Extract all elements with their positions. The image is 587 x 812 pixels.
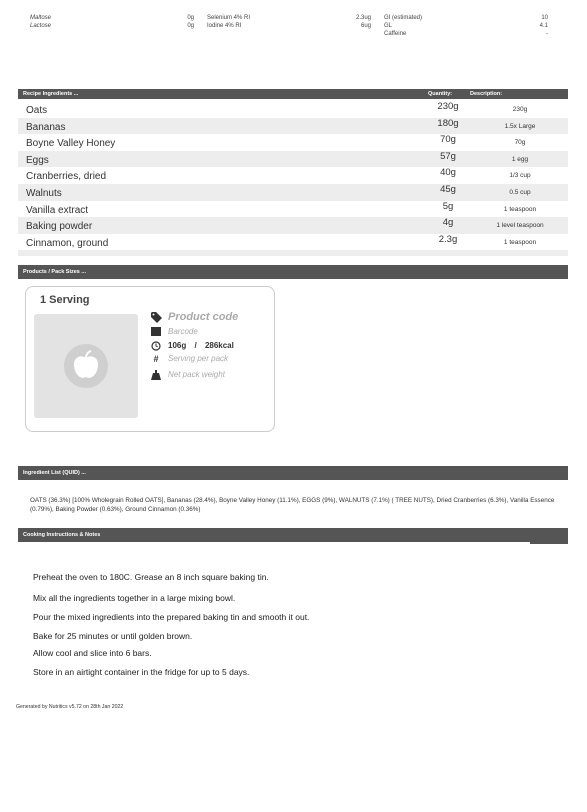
cooking-step: Bake for 25 minutes or until golden brown. <box>33 631 193 641</box>
table-row <box>18 167 568 184</box>
ingredient-name: Baking powder <box>26 221 93 233</box>
apple-icon <box>64 344 108 388</box>
ingredient-quantity: 230g <box>437 101 459 112</box>
ingredient-quantity: 2.3g <box>438 233 458 245</box>
tag-icon <box>150 312 162 322</box>
ingredient-name: Vanilla extract <box>26 204 89 216</box>
weight-kcal-row <box>168 341 234 350</box>
ingredient-name: Walnuts <box>26 188 62 199</box>
ingredient-description: 1 teaspoon <box>503 205 537 213</box>
serving-per-pack-label: Serving per pack <box>168 354 229 363</box>
ingredient-quantity: 40g <box>440 167 456 179</box>
barcode-label: Barcode <box>168 327 198 336</box>
hash-icon: # <box>153 354 159 364</box>
ingredient-description: 1 egg <box>511 155 529 163</box>
recipe-ingredients-header <box>18 89 568 99</box>
cooking-step: Allow cool and slice into 6 bars. <box>33 648 152 658</box>
section-title: Products / Pack Sizes ... <box>23 269 86 275</box>
net-pack-weight-row <box>168 370 225 379</box>
nutrient-value: 0g <box>187 23 194 29</box>
nutrient-label: GL <box>384 23 393 29</box>
card-title: 1 Serving <box>40 294 90 306</box>
ingredient-description: 1/3 cup <box>509 172 531 180</box>
serving-weight: 106g <box>168 341 187 350</box>
nutrient-value: - <box>546 31 548 37</box>
ingredient-quantity: 70g <box>440 134 456 146</box>
nutrient-label: Lactose <box>30 23 52 29</box>
barcode-icon <box>150 327 162 337</box>
nutrient-value: 10 <box>541 15 548 21</box>
generated-footer: Generated by Nutritics v5.72 on 28th Jan 2022 <box>16 704 124 710</box>
nutrient-label: Iodine 4% RI <box>207 23 242 29</box>
section-title: Cooking Instructions & Notes <box>23 532 101 538</box>
table-row <box>18 184 568 201</box>
ingredient-description: 1.5x Large <box>504 122 536 130</box>
barcode-row <box>168 327 198 336</box>
ingredient-name: Bananas <box>26 121 66 133</box>
serving-card <box>25 286 275 432</box>
scale-icon <box>150 370 162 380</box>
table-row <box>18 234 568 251</box>
nutrient-value: 6ug <box>360 23 371 29</box>
ingredient-description: 1 teaspoon <box>503 238 537 246</box>
cooking-step: Pour the mixed ingredients into the prepared baking tin and smooth it out. <box>33 612 310 622</box>
clock-icon <box>150 341 162 351</box>
ingredient-quantity: 57g <box>440 150 456 162</box>
table-row <box>18 217 568 234</box>
table-row <box>18 201 568 218</box>
table-row <box>18 118 568 135</box>
table-row <box>18 101 568 118</box>
ingredient-description: 1 level teaspoon <box>496 222 544 230</box>
quantity-column-header: Quantity: <box>428 91 453 97</box>
product-image-placeholder <box>34 314 138 418</box>
weight-separator: / <box>194 341 197 350</box>
nutrient-label: Caffeine <box>384 31 407 37</box>
nutrient-label: GI (estimated) <box>384 15 423 21</box>
ingredient-quantity: 5g <box>442 200 454 212</box>
product-code-label: Product code <box>168 311 239 323</box>
cooking-step: Preheat the oven to 180C. Grease an 8 inch square baking tin. <box>33 572 269 582</box>
ingredient-name: Eggs <box>26 154 49 166</box>
section-title: Recipe Ingredients ... <box>23 91 79 97</box>
ingredient-list-header <box>18 466 568 480</box>
ingredient-description: 0.5 cup <box>509 189 531 196</box>
serving-per-pack-row <box>153 354 229 364</box>
ingredient-list-line: (0.79%), Baking Powder (0.63%), Ground Cinnamon (0.36%) <box>30 506 201 513</box>
table-row <box>18 134 568 151</box>
ingredient-list-line: OATS (36.3%) [100% Wholegrain Rolled OATS], Bananas (28.4%), Boyne Valley Honey (11.1%), EGGS (9%), WALNUTS (7.1%) ( TREE NUTS), Dried Cranberries (6.3%), Vanilla Essence <box>30 497 555 504</box>
net-pack-weight-label: Net pack weight <box>168 370 225 379</box>
ingredient-name: Cinnamon, ground <box>26 237 109 249</box>
ingredient-name: Oats <box>26 105 48 116</box>
cooking-step: Mix all the ingredients together in a large mixing bowl. <box>33 593 236 603</box>
serving-kcal: 286kcal <box>204 341 234 350</box>
section-title: Ingredient List (QUID) ... <box>23 470 86 476</box>
nutrient-value: 4.1 <box>539 23 548 29</box>
products-header <box>18 265 568 279</box>
ingredient-name: Cranberries, dried <box>26 171 107 183</box>
ingredient-quantity: 4g <box>442 217 454 229</box>
table-row <box>18 151 568 168</box>
nutrient-label: Maltose <box>30 15 52 21</box>
description-column-header: Description: <box>470 91 503 97</box>
product-code-row <box>168 311 238 323</box>
header-underline <box>530 542 568 544</box>
nutrient-value: 2.3ug <box>355 15 371 21</box>
nutrient-value: 0g <box>187 15 194 21</box>
table-footer-strip <box>18 250 568 256</box>
ingredient-list-text <box>30 496 560 514</box>
ingredient-description: 70g <box>514 139 526 147</box>
ingredient-description: 230g <box>512 106 528 113</box>
nutrient-label: Selenium 4% RI <box>207 15 251 21</box>
cooking-instructions-header <box>18 528 568 542</box>
ingredient-name: Boyne Valley Honey <box>26 138 116 150</box>
ingredient-quantity: 180g <box>437 117 459 129</box>
ingredient-quantity: 45g <box>440 184 456 195</box>
cooking-step: Store in an airtight container in the fridge for up to 5 days. <box>33 667 250 677</box>
